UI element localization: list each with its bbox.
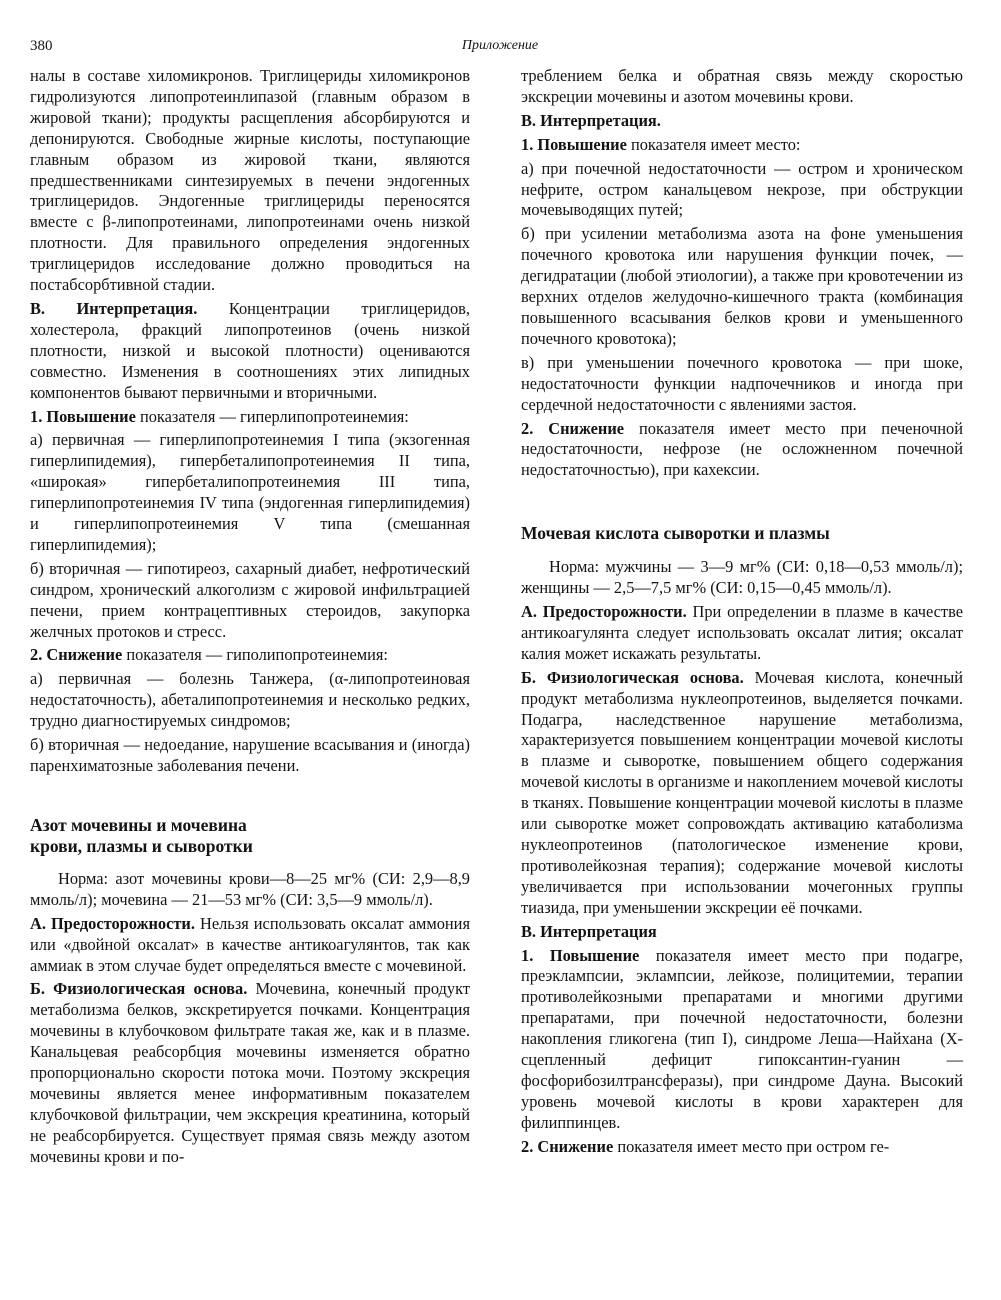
caution-label: А. Предосторожности. [30,913,195,933]
interpretation-label-uric-acid: В. Интерпретация [521,921,657,941]
increase-text-urea: показателя имеет место: [626,134,801,154]
page-header [30,38,970,58]
paragraph-increase-urea [521,135,963,156]
list-item-renal-failure: а) при почечной недостаточности — остром и хроническом нефрите, остром канальцевом некрозе, при обструкции мочевыводящих путей; [521,158,963,220]
physiology-text-uric-acid: Мочевая кислота, конечный продукт метаболизма нуклеопротеинов, выделяется почками. Подагра, наследственное нарушение метаболизма, характеризуется повышением концентрации мочевой кислоты в плазме и сыворотке, повышением общего содержания мочевой кислоты в организме и накоплением мочевой кислоты в тканях. Повышение концентрации мочевой кислоты в плазме или сыворотке может сопровождать активацию катаболизма нуклеопротеинов (патологическое изменение крови, противолейкозная терапия); содержание мочевой кислоты увеличивается при использовании мочегонных группы тиазида, при уменьшении экскреции её почками. [521,667,963,917]
paragraph-physiology-urea [30,979,470,1167]
increase-label-urea: 1. Повышение [521,134,627,154]
decrease-label-uric-acid: 2. Снижение [521,1136,614,1156]
paragraph-increase-uric-acid [521,946,963,1134]
section-title-urea-line2: крови, плазмы и сыворотки [30,835,253,856]
paragraph-urea-continuation: треблением белка и обратная связь между скоростью экскреции мочевины и азотом мочевины крови. [521,66,963,106]
caution-label-uric-acid: А. Предосторожности. [521,602,687,622]
physiology-label: Б. Физиологическая основа. [30,979,248,999]
section-title-urea [30,815,470,857]
list-item-secondary-decrease: б) вторичная — недоедание, нарушение всасывания и (иногда) паренхиматозные заболевания печени. [30,735,470,775]
right-column [521,66,963,1161]
paragraph-triglycerides: налы в составе хиломикронов. Триглицериды хиломикронов гидролизуются липопротеинлипазой (главным образом в жировой ткани); продукты расщепления абсорбируются и депонируются. Свободные жирные кислоты, поступающие главным образом из жировой ткани, являются предшественниками синтезируемых в печени эндогенных триглицеридов. Эндогенные триглицериды переносятся вместе с β-липопротеинами, липопротеинами очень низкой плотности. Для правильного определения эндогенных триглицеридов исследование должно проводиться на постабсорбтивной стадии. [30,66,470,295]
increase-label: 1. Повышение [30,406,136,426]
interpretation-text: Концентрации триглицеридов, холестерола, фракций липопротеинов (очень низкой плотности, низкой и высокой плотности) оцениваются совместно. Изменения в соотношениях этих липидных компонентов бывают первичными и вторичными. [30,298,470,402]
paragraph-decrease-uric-acid [521,1137,963,1158]
paragraph-caution-urea [30,914,470,977]
list-item-secondary-increase: б) вторичная — гипотиреоз, сахарный диабет, нефротический синдром, хронический алкоголизм с жировой инфильтрацией печени, прием контрацептивных стероидов, закупорка желчных протоков и стресс. [30,558,470,641]
list-item-renal-blood-flow: в) при уменьшении почечного кровотока — при шоке, недостаточности функции надпочечников и иногда при сердечной недостаточности с явлениями застоя. [521,352,963,414]
paragraph-increase [30,407,470,428]
decrease-label-urea: 2. Снижение [521,418,625,438]
physiology-text: Мочевина, конечный продукт метаболизма белков, экскретируется почками. Концентрация мочевины в клубочковом фильтрате такая же, как и в плазме. Канальцевая реабсорбция мочевины изменяется обратно пропорционально скорости потока мочи. Поэтому экскреция мочевины является менее информативным показателем клубочковой фильтрации, чем экскреция креатинина, который не реабсорбируется. Существует прямая связь между азотом мочевины крови и по- [30,979,470,1166]
paragraph-norm-uric-acid: Норма: мужчины — 3—9 мг% (СИ: 0,18—0,53 ммоль/л); женщины — 2,5—7,5 мг% (СИ: 0,15—0,45 ммоль/л). [521,557,963,598]
interpretation-label: В. Интерпретация. [30,298,198,318]
list-item-primary-increase: а) первичная — гиперлипопротеинемия I типа (экзогенная гиперлипидемия), гипербеталипопротеинемия II типа, «широкая» гипербеталипопротеинемия III типа, гиперлипопротеинемия IV типа (эндогенная гиперлипидемия) и гиперлипопротеинемия V типа (смешанная гиперлипидемия); [30,430,470,554]
increase-text-uric-acid: показателя имеет место при подагре, преэклампсии, эклампсии, лейкозе, полицитемии, терапии противолейкозными препаратами и многими другими препаратами, при почечной недостаточности, болезни накопления гликогена (тип I), синдроме Леша—Найхана (Х-сцепленный дефицит гипоксантин-гуанин — фосфорибозилтрансферазы), при синдроме Дауна. Высокий уровень мочевой кислоты в крови характерен для филиппинцев. [521,945,963,1132]
decrease-text-urea: показателя имеет место при печеночной недостаточности, нефрозе (не осложненном почечной недостаточностью), при кахексии. [521,418,963,480]
increase-label-uric-acid: 1. Повышение [521,945,640,965]
decrease-label: 2. Снижение [30,645,123,665]
paragraph-caution-uric-acid [521,602,963,665]
page-number: 380 [30,38,53,54]
list-item-primary-decrease: а) первичная — болезнь Танжера, (α-липопротеиновая недостаточность), абеталипопротеинемия и несколько редких, трудно диагностируемых синдромов; [30,669,470,731]
list-item-nitrogen-metabolism: б) при усилении метаболизма азота на фоне уменьшения почечного кровотока или нарушения функции почек, — дегидратации (любой этиологии), а также при кровотечении из верхних отделов желудочно-кишечного тракта (комбинация повышенного всасывания белков крови и уменьшенного почечного кровотока); [521,224,963,348]
section-title-uric-acid: Мочевая кислота сыворотки и плазмы [521,523,830,544]
interpretation-label-urea: В. Интерпретация. [521,110,661,130]
paragraph-interpretation [30,299,470,404]
paragraph-decrease [30,645,470,666]
paragraph-norm-urea: Норма: азот мочевины крови—8—25 мг% (СИ: 2,9—8,9 ммоль/л); мочевина — 21—53 мг% (СИ: 3,5—9 ммоль/л). [30,868,470,909]
running-head: Приложение [461,38,539,53]
left-column [30,66,470,1171]
caution-text-uric-acid: При определении в плазме в качестве антикоагулянта следует использовать оксалат лития; оксалат калия может искажать результаты. [521,602,964,663]
caution-text: Нельзя использовать оксалат аммония или «двойной оксалат» в качестве антикоагулянтов, так как аммиак в этом случае будет определяться вместе с мочевиной. [30,913,470,975]
paragraph-physiology-uric-acid [521,668,963,919]
decrease-text: показателя — гиполипопротеинемия: [122,645,388,665]
increase-text: показателя — гиперлипопротеинемия: [135,406,409,426]
physiology-label-uric-acid: Б. Физиологическая основа. [521,667,744,687]
section-title-urea-line1: Азот мочевины и мочевина [30,814,247,835]
paragraph-decrease-urea [521,419,963,482]
decrease-text-uric-acid: показателя имеет место при остром ге- [613,1136,890,1156]
